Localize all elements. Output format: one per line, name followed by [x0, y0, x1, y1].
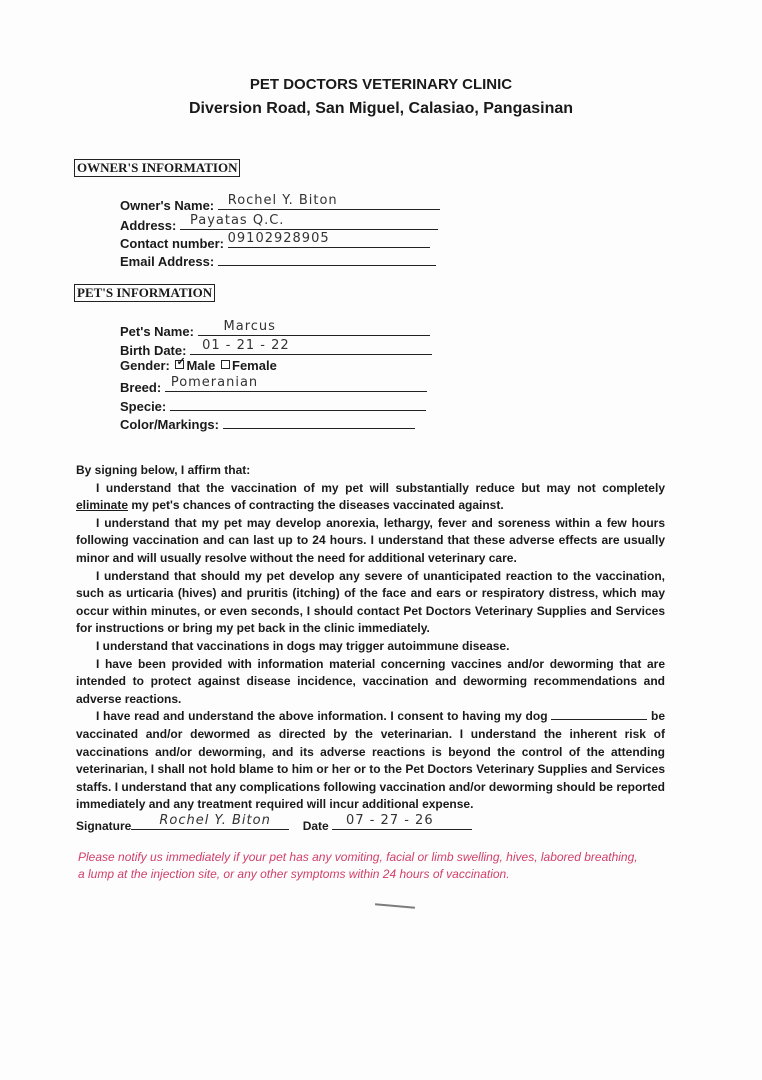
- dog-name-field[interactable]: [551, 708, 647, 720]
- female-option-label: Female: [232, 358, 277, 373]
- male-option-label: Male: [186, 358, 216, 373]
- pen-mark: [375, 903, 415, 908]
- pet-birth-label: Birth Date:: [120, 343, 187, 358]
- female-checkbox[interactable]: [221, 360, 230, 369]
- signature-value: Rochel Y. Biton: [159, 813, 271, 828]
- owner-name-row: [120, 195, 440, 213]
- consent-paragraph-3: I understand that should my pet develop any severe of unanticipated reaction to the vaccination, such as urticaria (hives) and pruritis (itching) of the face and ears or respiratory distress, which may occur within minutes, or even seconds, I should contact Pet Doctors Veterinary Supplies and Services for instructions or bring my pet back in the clinic immediately.: [76, 568, 665, 636]
- date-value: 07 - 27 - 26: [346, 813, 434, 828]
- pet-specie-field[interactable]: [170, 396, 426, 411]
- pet-breed-row: [120, 377, 427, 395]
- consent-paragraph-5: I have been provided with information material concerning vaccines and/or deworming that are intended to protect against disease incidence, vaccination and deworming recommendations and adverse reactions.: [76, 656, 665, 706]
- owner-address-field[interactable]: [180, 215, 438, 230]
- owner-email-row: [120, 251, 436, 269]
- consent-paragraph-4: I understand that vaccinations in dogs may trigger autoimmune disease.: [96, 638, 510, 653]
- pet-name-value: Marcus: [223, 319, 276, 334]
- owner-contact-field[interactable]: [228, 233, 430, 248]
- clinic-address: Diversion Road, San Miguel, Calasiao, Pangasinan: [188, 100, 574, 117]
- consent-paragraph-6: I have read and understand the above information. I consent to having my dog be vaccinated and/or dewormed as directed by the veterinarian. I understand the inherent risk of vaccinations and/or deworming, and its adverse reactions is beyond the control of the attending veterinarian, I shall not hold blame to him or her or to the Pet Doctors Veterinary Supplies and Services staffs. I understand that any complications following vaccination and/or deworming should be reported immediately and any treatment required will incur additional expense.: [76, 709, 666, 812]
- consent-paragraph-2: I understand that my pet may develop anorexia, lethargy, fever and soreness within a few hours following vaccination and can last up to 24 hours. I understand that these adverse effects are usually minor and will usually resolve without the need for additional veterinary care.: [76, 515, 665, 565]
- pet-birth-value: 01 - 21 - 22: [202, 338, 290, 353]
- check-icon: ✓: [176, 356, 186, 368]
- date-field[interactable]: [332, 815, 472, 830]
- signature-row: [76, 815, 472, 833]
- owner-contact-row: [120, 233, 430, 251]
- owner-address-value: Payatas Q.C.: [189, 213, 285, 228]
- date-label: Date: [302, 819, 329, 833]
- signature-field[interactable]: [131, 815, 289, 830]
- owner-email-field[interactable]: [218, 251, 436, 266]
- owner-name-field[interactable]: [218, 195, 440, 210]
- pet-specie-label: Specie:: [120, 399, 167, 414]
- pet-name-row: [120, 321, 430, 339]
- underlined-word: eliminate: [76, 498, 129, 513]
- owner-section-title: OWNER'S INFORMATION: [74, 159, 240, 177]
- consent-paragraph-1: I understand that the vaccination of my pet will substantially reduce but may not completely eliminate my pet's chances of contracting the diseases vaccinated against.: [76, 480, 665, 513]
- pet-gender-row: [120, 358, 277, 373]
- pet-gender-label: Gender:: [120, 358, 170, 373]
- aftercare-note: Please notify us immediately if your pet has any vomiting, facial or limb swelling, hives, labored breathing, a lump at the injection site, or any other symptoms within 24 hours of vaccination.: [78, 850, 638, 881]
- owner-name-label: Owner's Name:: [120, 198, 215, 213]
- pet-color-row: [120, 414, 415, 432]
- pet-section-title: PET'S INFORMATION: [74, 284, 215, 302]
- pet-color-label: Color/Markings:: [120, 417, 219, 432]
- clinic-name: PET DOCTORS VETERINARY CLINIC: [249, 76, 513, 93]
- pet-specie-row: [120, 396, 426, 414]
- owner-name-value: Rochel Y. Biton: [227, 193, 338, 208]
- pet-breed-field[interactable]: [165, 377, 427, 392]
- pet-breed-label: Breed:: [120, 380, 162, 395]
- pet-name-field[interactable]: [198, 321, 430, 336]
- pet-birth-field[interactable]: [190, 340, 432, 355]
- pet-breed-value: Pomeranian: [170, 375, 259, 390]
- pet-name-label: Pet's Name:: [120, 324, 194, 339]
- consent-intro: By signing below, I affirm that:: [76, 463, 251, 477]
- owner-address-label: Address:: [120, 218, 177, 233]
- owner-contact-label: Contact number:: [120, 236, 224, 251]
- pet-color-field[interactable]: [223, 414, 415, 429]
- signature-label: Signature: [76, 819, 132, 833]
- owner-email-label: Email Address:: [120, 254, 215, 269]
- owner-contact-value: 09102928905: [227, 231, 330, 246]
- pet-birth-row: [120, 340, 432, 358]
- male-checkbox[interactable]: [175, 356, 186, 369]
- consent-text: [76, 462, 665, 814]
